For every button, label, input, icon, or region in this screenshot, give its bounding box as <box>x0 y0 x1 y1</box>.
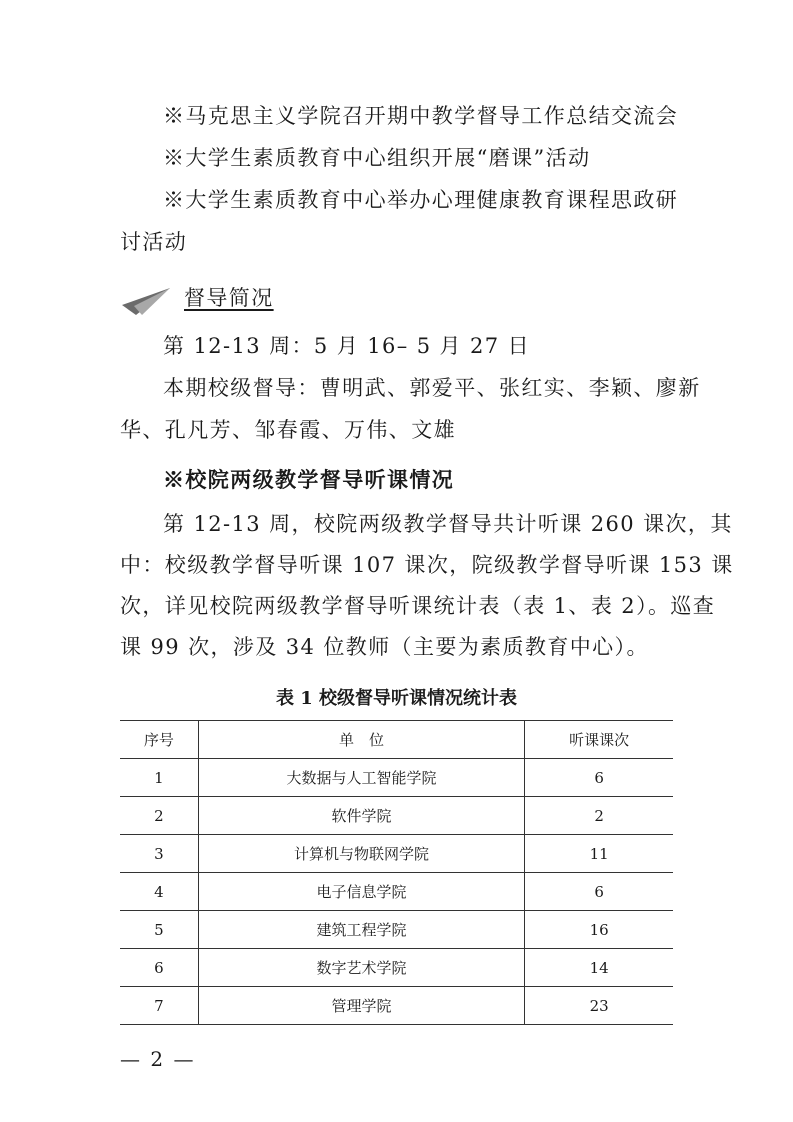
table-caption: 表 1 校级督导听课情况统计表 <box>275 688 518 709</box>
row-count: 23 <box>525 987 673 1025</box>
row-count: 11 <box>525 835 673 873</box>
table-row <box>120 873 673 911</box>
row-count: 6 <box>525 759 673 797</box>
supervisors-line-continued: 华、孔凡芳、邹春霞、万伟、文雄 <box>120 418 456 442</box>
paragraph-line-1: 第 12-13 周，校院两级教学督导共计听课 260 课次，其 <box>163 512 733 536</box>
row-unit: 电子信息学院 <box>198 873 524 911</box>
table-row <box>120 911 673 949</box>
row-index: 5 <box>120 911 198 949</box>
row-index: 6 <box>120 949 198 987</box>
table-row <box>120 987 673 1025</box>
row-unit: 建筑工程学院 <box>198 911 524 949</box>
section-title: 督导简况 <box>184 286 274 310</box>
subsection-title: ※校院两级教学督导听课情况 <box>163 467 455 492</box>
paper-plane-icon <box>120 285 172 317</box>
paragraph-line-2: 中：校级教学督导听课 107 课次，院级教学督导听课 153 课 <box>120 553 734 577</box>
row-index: 3 <box>120 835 198 873</box>
supervisors-line: 本期校级督导：曹明武、郭爱平、张红实、李颖、廖新 <box>163 376 701 400</box>
row-unit: 数字艺术学院 <box>198 949 524 987</box>
row-index: 4 <box>120 873 198 911</box>
row-index: 2 <box>120 797 198 835</box>
header-count: 听课课次 <box>525 721 673 759</box>
table-header-row <box>120 721 673 759</box>
row-count: 2 <box>525 797 673 835</box>
row-index: 7 <box>120 987 198 1025</box>
table-row <box>120 949 673 987</box>
table-row <box>120 835 673 873</box>
table-row <box>120 797 673 835</box>
row-count: 6 <box>525 873 673 911</box>
table-row <box>120 759 673 797</box>
paragraph-line-4: 课 99 次，涉及 34 位教师（主要为素质教育中心）。 <box>120 635 649 659</box>
row-unit: 软件学院 <box>198 797 524 835</box>
news-item-3-continued: 讨活动 <box>120 230 188 254</box>
period-line: 第 12-13 周：5 月 16– 5 月 27 日 <box>163 334 531 358</box>
news-item-2: ※大学生素质教育中心组织开展“磨课”活动 <box>163 146 591 170</box>
header-index: 序号 <box>120 721 198 759</box>
row-unit: 大数据与人工智能学院 <box>198 759 524 797</box>
row-unit: 管理学院 <box>198 987 524 1025</box>
header-unit: 单 位 <box>198 721 524 759</box>
news-item-1: ※马克思主义学院召开期中教学督导工作总结交流会 <box>163 104 679 128</box>
news-item-3: ※大学生素质教育中心举办心理健康教育课程思政研 <box>163 188 679 212</box>
page-number: — 2 — <box>120 1047 196 1071</box>
row-count: 16 <box>525 911 673 949</box>
row-unit: 计算机与物联网学院 <box>198 835 524 873</box>
row-count: 14 <box>525 949 673 987</box>
supervision-stats-table <box>120 720 673 1025</box>
section-heading <box>120 283 420 319</box>
row-index: 1 <box>120 759 198 797</box>
paragraph-line-3: 次，详见校院两级教学督导听课统计表（表 1、表 2）。巡查 <box>120 594 716 618</box>
